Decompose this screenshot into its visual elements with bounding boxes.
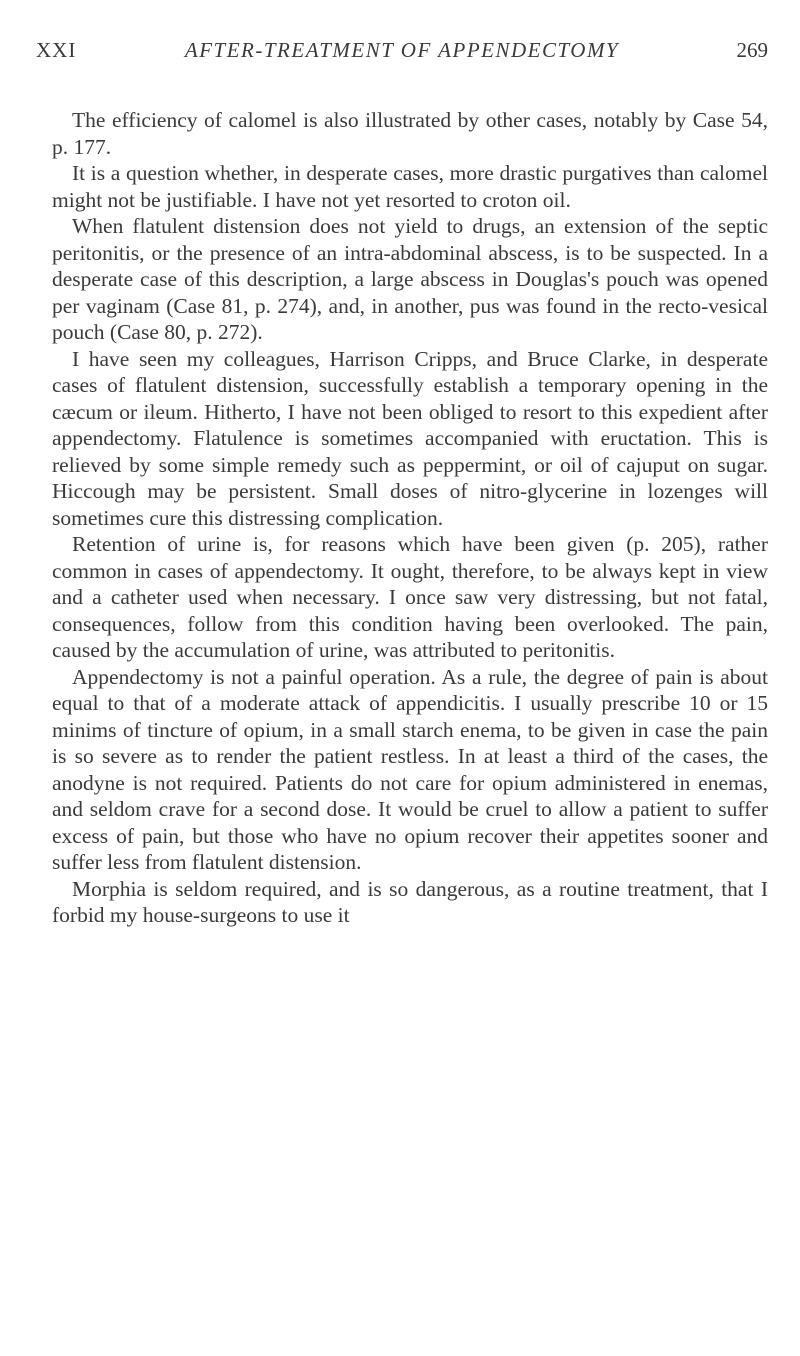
paragraph: The efficiency of calomel is also illustrated by other cases, notably by Case 54, p. 177. [52,108,768,159]
paragraph: It is a question whether, in desperate cases, more drastic purgatives than calomel might not be justifiable. I have not yet resorted to croton oil. [52,161,768,212]
body-text [52,107,768,929]
paragraph: Morphia is seldom required, and is so dangerous, as a routine treatment, that I forbid my house-surgeons to use it [52,876,768,927]
page-number: 269 [736,38,768,62]
chapter-number: XXI [36,38,77,62]
running-head [36,38,768,70]
paragraph: When flatulent distension does not yield to drugs, an extension of the septic peritonitis, or the presence of an intra-abdominal abscess, is to be suspected. In a desperate case of this description, a large abscess in Douglas's pouch was opened per vaginam (Case 81, p. 274), and, in another, pus was found in the recto-vesical pouch (Case 80, p. 272). [52,214,768,344]
paragraph: I have seen my colleagues, Harrison Cripps, and Bruce Clarke, in desperate cases of flatulent distension, successfully establish a temporary opening in the cæcum or ileum. Hitherto, I have not been obliged to resort to this expedient after appendectomy. Flatulence is sometimes accompanied with eructation. This is relieved by some simple remedy such as peppermint, or oil of cajuput on sugar. Hiccough may be persistent. Small doses of nitro-glycerine in lozenges will sometimes cure this distressing complication. [52,346,768,530]
running-title: AFTER-TREATMENT OF APPENDECTOMY [184,38,620,62]
paragraph: Appendectomy is not a painful operation. As a rule, the degree of pain is about equal to that of a moderate attack of appendicitis. I usually prescribe 10 or 15 minims of tincture of opium, in a small starch enema, to be given in case the pain is so severe as to render the patient restless. In at least a third of the cases, the anodyne is not required. Patients do not care for opium administered in enemas, and seldom crave for a second dose. It would be cruel to allow a patient to suffer excess of pain, but those who have no opium recover their appetites sooner and suffer less from flatulent distension. [52,664,768,874]
paragraph: Retention of urine is, for reasons which have been given (p. 205), rather common in cases of appendectomy. It ought, therefore, to be always kept in view and a catheter used when necessary. I once saw very distressing, but not fatal, consequences, follow from this condition having been overlooked. The pain, caused by the accumulation of urine, was attributed to peritonitis. [52,532,768,662]
